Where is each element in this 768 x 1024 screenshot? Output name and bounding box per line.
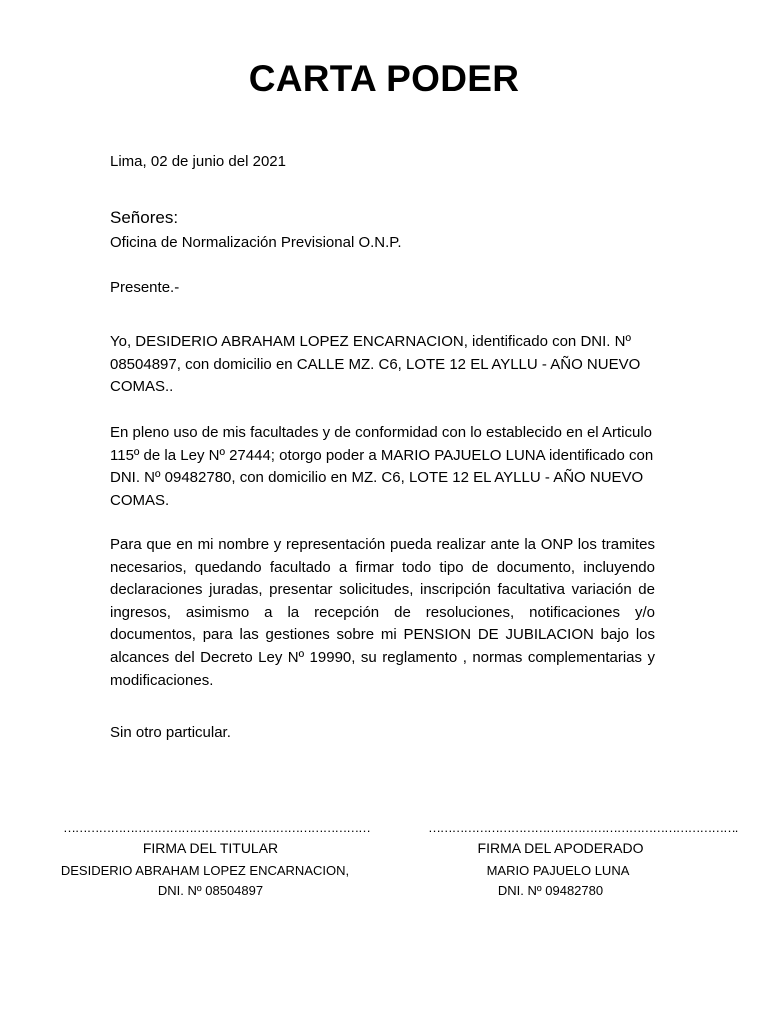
signature-line-titular: …………………………………………………………………… (63, 820, 370, 835)
presente: Presente.- (110, 279, 180, 296)
document-title: CARTA PODER (248, 58, 520, 99)
paragraph-grant: En pleno uso de mis facultades y de conformidad con lo establecido en el Articulo 115º de la Ley Nº 27444; otorgo poder a MARIO PAJUELO LUNA identificado con DNI. Nº 09482780, con domicilio en MZ. C6, LOTE 12 EL AYLLU - AÑO NUEVO COMAS. (110, 424, 654, 509)
titular-name: DESIDERIO ABRAHAM LOPEZ ENCARNACION, (60, 863, 350, 878)
paragraph-identification: Yo, DESIDERIO ABRAHAM LOPEZ ENCARNACION, identificado con DNI. Nº 08504897, con domicilio en CALLE MZ. C6, LOTE 12 EL AYLLU - AÑO NUEVO COMAS.. (110, 333, 641, 396)
closing: Sin otro particular. (110, 724, 231, 741)
titular-dni: DNI. Nº 08504897 (157, 883, 264, 898)
recipient: Oficina de Normalización Previsional O.N.P. (110, 234, 402, 251)
signature-label-titular: FIRMA DEL TITULAR (142, 840, 279, 856)
apoderado-dni: DNI. Nº 09482780 (497, 883, 604, 898)
signature-label-apoderado: FIRMA DEL APODERADO (477, 840, 644, 856)
greeting: Señores: (110, 208, 179, 227)
paragraph-powers: Para que en mi nombre y representación pueda realizar ante la ONP los tramites necesarios, quedando facultado a firmar todo tipo de documento, incluyendo declaraciones juradas, presentar solicitudes, inscripción facultativa variación de ingresos, asimismo a la recepción de resoluciones, notificaciones y/o documentos, para las gestiones sobre mi PENSION DE JUBILACION bajo los alcances del Decreto Ley Nº 19990, su reglamento , normas complementarias y modificaciones. (110, 536, 655, 689)
place-date: Lima, 02 de junio del 2021 (110, 153, 286, 170)
signature-line-apoderado: ……………………………………………………………………. (428, 820, 738, 835)
apoderado-name: MARIO PAJUELO LUNA (486, 863, 630, 878)
